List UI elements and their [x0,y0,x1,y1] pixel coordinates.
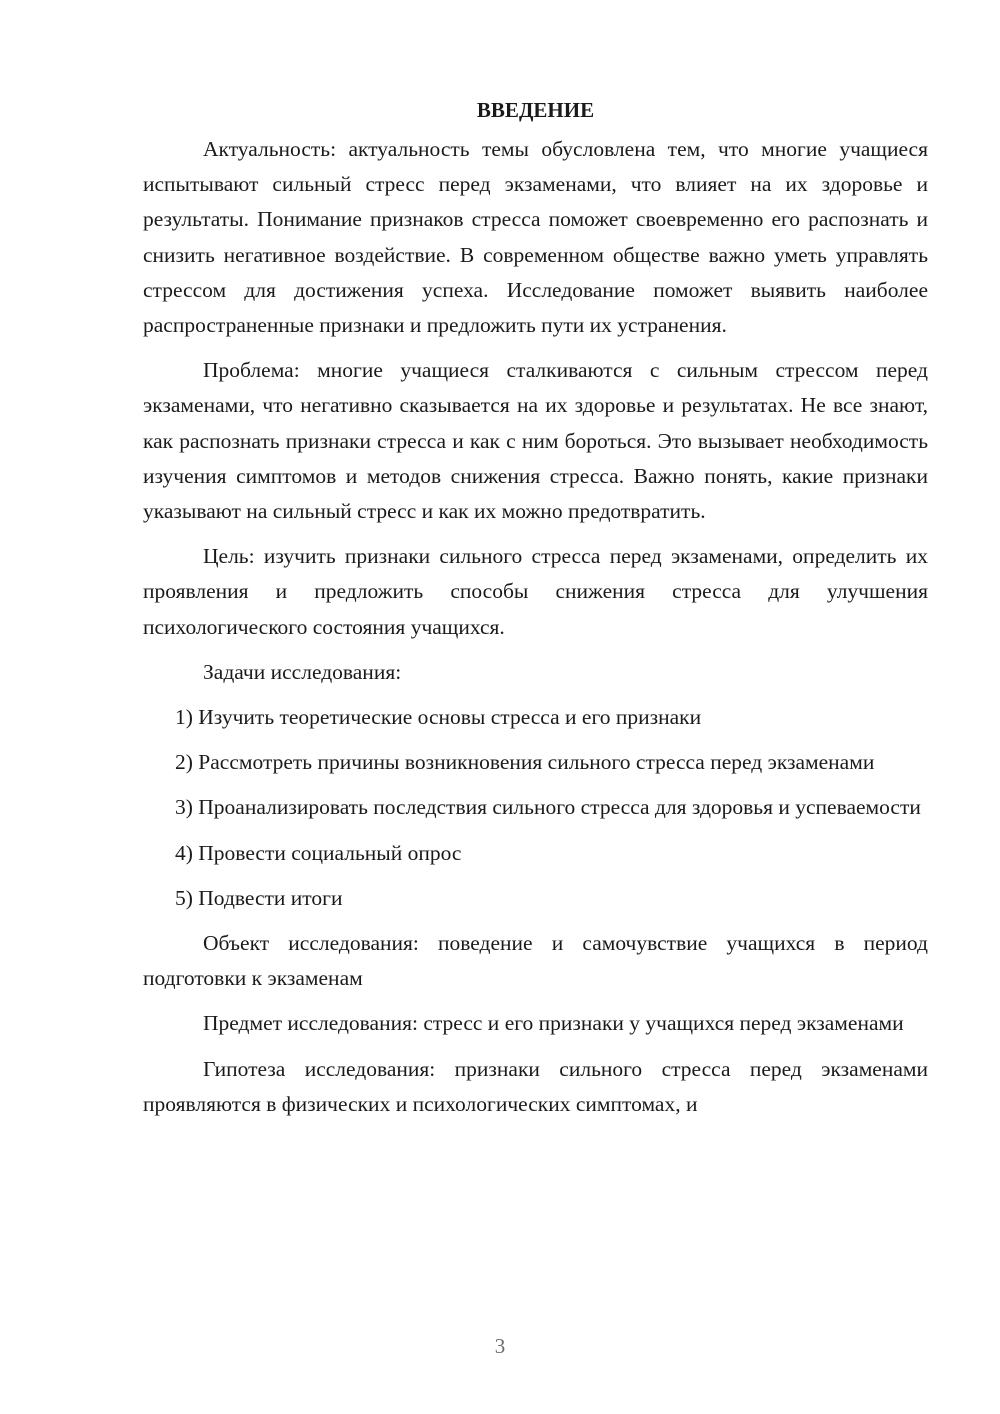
task-item-3: 3) Проанализировать последствия сильного стресса для здоровья и успеваемости [175,795,921,820]
document-page [143,92,928,1132]
task-item-4: 4) Провести социальный опрос [175,840,462,865]
paragraph-object: Объект исследования: поведение и самочувствие учащихся в период подготовки к экзаменам [143,931,928,991]
paragraph-problem: Проблема: многие учащиеся сталкиваются с сильным стрессом перед экзаменами, что негативно сказывается на их здоровье и результатах. Не все знают, как распознать признаки стресса и как с ним бороться. Это вызывает необходимость изучения симптомов и методов снижения стресса. Важно понять, какие признаки указывают на сильный стресс и как их можно предотвратить. [143,358,928,524]
task-item-1: 1) Изучить теоретические основы стресса и его признаки [175,705,702,730]
paragraph-subject: Предмет исследования: стресс и его признаки у учащихся перед экзаменами [203,1011,904,1036]
tasks-heading: Задачи исследования: [203,659,402,684]
paragraph-relevance: Актуальность: актуальность темы обусловлена тем, что многие учащиеся испытывают сильный стресс перед экзаменами, что влияет на их здоровье и результаты. Понимание признаков стресса поможет своевременно его распознать и снизить негативное воздействие. В современном обществе важно уметь управлять стрессом для достижения успеха. Исследование поможет выявить наиболее распространенные признаки и предложить пути их устранения. [143,137,928,338]
page-title: ВВЕДЕНИЕ [476,98,595,122]
task-item-5: 5) Подвести итоги [175,885,343,910]
page-number: 3 [494,1334,506,1358]
task-item-2: 2) Рассмотреть причины возникновения сильного стресса перед экзаменами [175,750,875,775]
paragraph-goal: Цель: изучить признаки сильного стресса перед экзаменами, определить их проявления и предложить способы снижения стресса для улучшения психологического состояния учащихся. [143,544,928,639]
paragraph-hypothesis: Гипотеза исследования: признаки сильного стресса перед экзаменами проявляются в физических и психологических симптомах, и [143,1056,928,1116]
